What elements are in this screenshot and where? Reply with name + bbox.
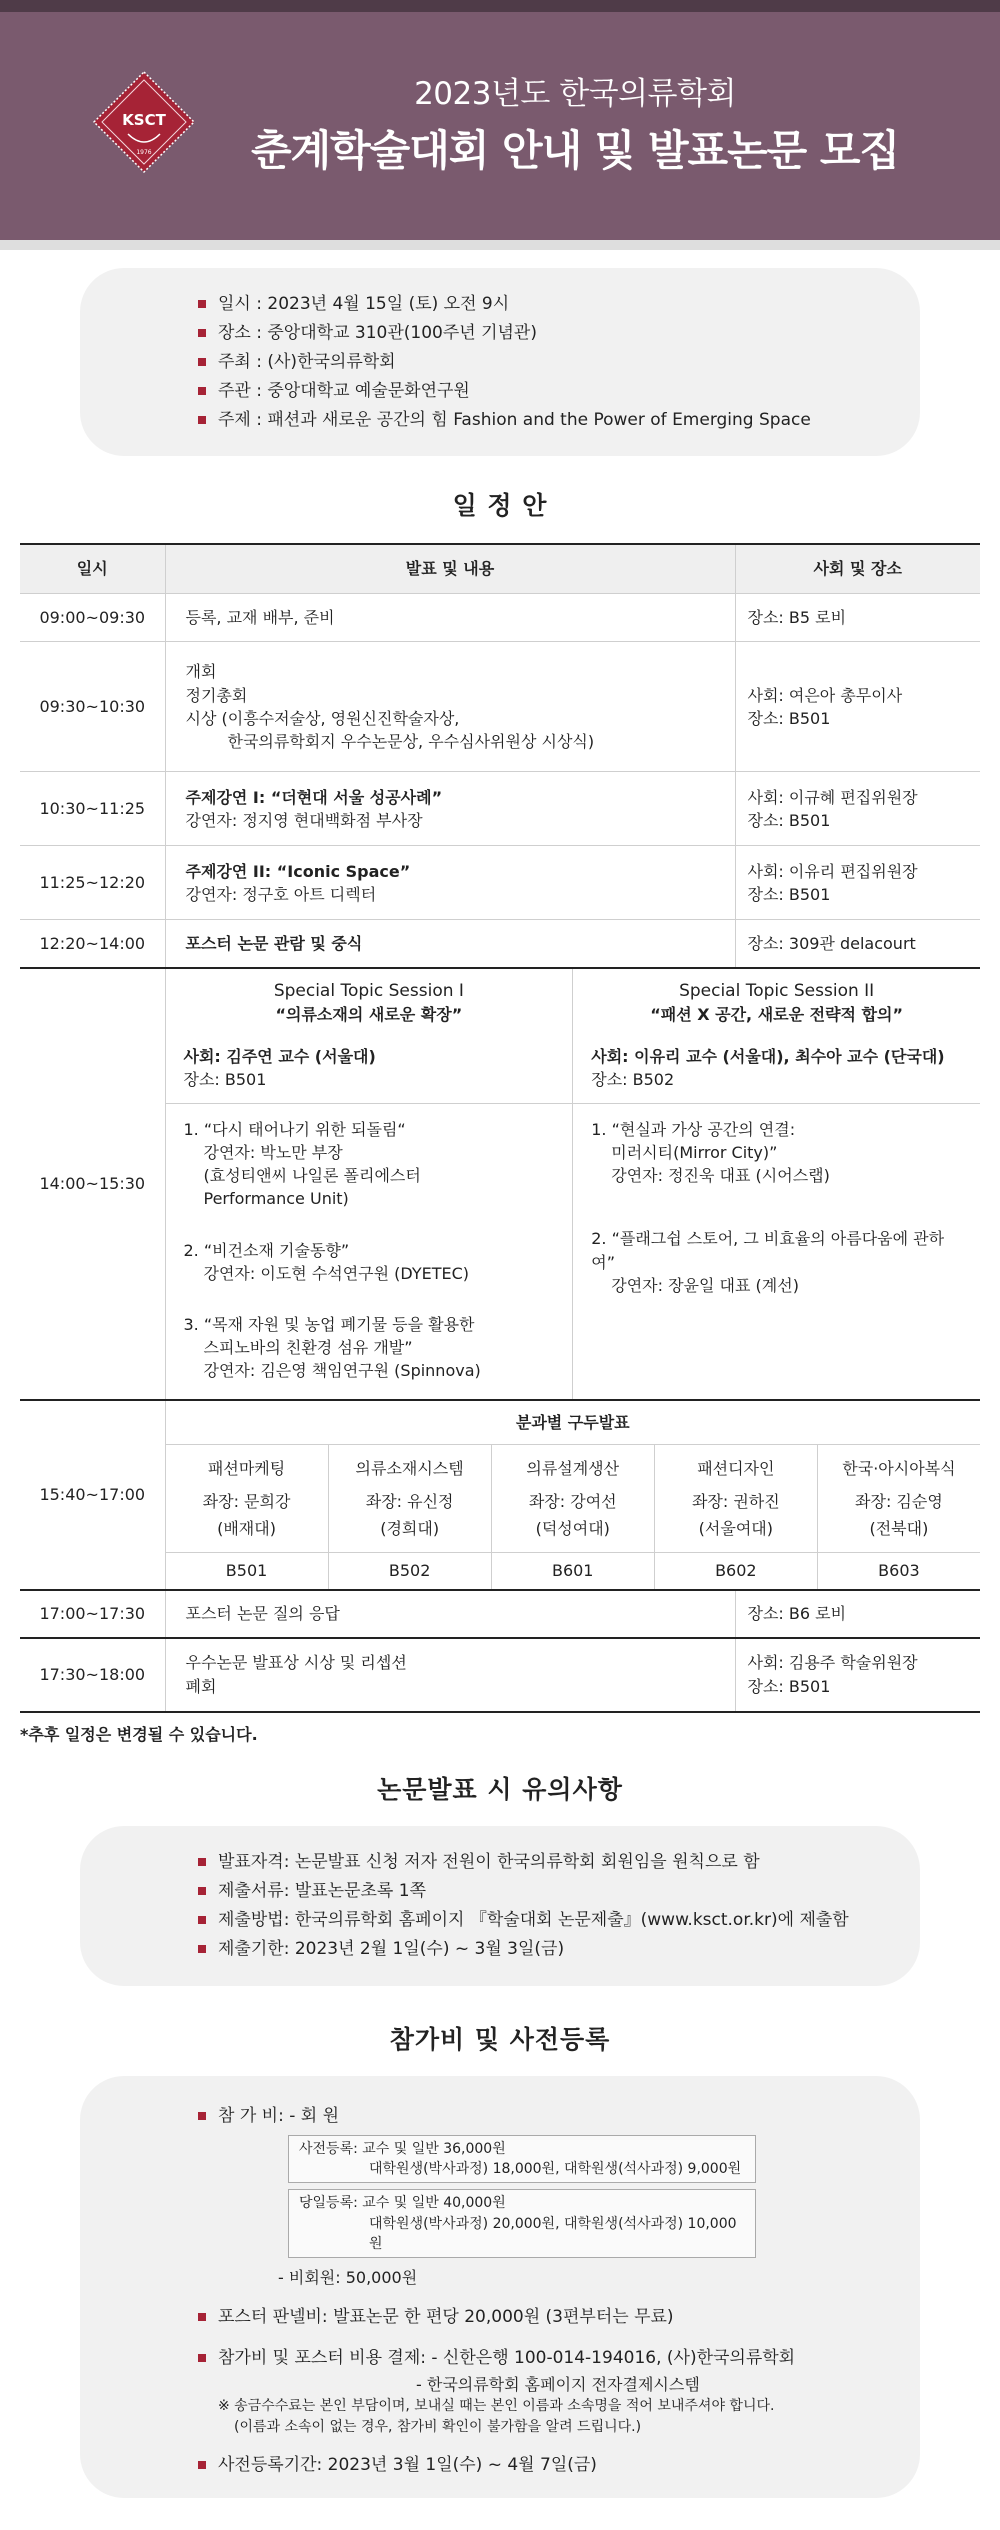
fees-list-3	[198, 2451, 920, 2480]
host-room: 장소: B501	[747, 810, 831, 830]
session-2-host: 사회: 이유리 교수 (서울대), 최수아 교수 (단국대)	[591, 1046, 945, 1066]
table-row	[20, 1638, 980, 1712]
awards-text-cont: 한국의류학회지 우수논문상, 우수심사위원상 시상식)	[227, 731, 595, 751]
oral-room: B601	[492, 1552, 654, 1588]
row-content: 등록, 교재 배부, 준비	[165, 594, 735, 642]
fee-period: 사전등록기간: 2023년 3월 1일(수) ~ 4월 7일(금)	[198, 2451, 920, 2480]
fee-onsite	[288, 2189, 756, 2258]
oral-grid	[166, 1445, 981, 1589]
row-time: 10:30~11:25	[20, 772, 165, 846]
header-title	[150, 72, 1000, 182]
page-header	[0, 12, 1000, 240]
talk-item	[591, 1227, 962, 1297]
header-host: 사회 및 장소	[735, 544, 980, 594]
fee-poster: 포스터 판넬비: 발표논문 한 편당 20,000원 (3편부터는 무료)	[198, 2303, 920, 2332]
session-1-host: 사회: 김주연 교수 (서울대)	[183, 1046, 376, 1066]
talk-item	[184, 1239, 555, 1285]
session-1-talks	[166, 1104, 573, 1399]
session-2-room: 장소: B502	[591, 1069, 675, 1089]
talk-item	[184, 1313, 555, 1383]
oral-chair: 좌장: 김순영	[855, 1491, 943, 1511]
onsite-line-1: 당일등록: 교수 및 일반 40,000원	[299, 2195, 506, 2212]
schedule-note: *추후 일정은 변경될 수 있습니다.	[20, 1724, 258, 1744]
row-time: 14:00~15:30	[20, 968, 165, 1400]
session-2-title: Special Topic Session II	[679, 980, 875, 1001]
host-name: 사회: 이유리 편집위원장	[747, 861, 918, 881]
row-host: 장소: B5 로비	[735, 594, 980, 642]
keynote-2-speaker: 강연자: 정구호 아트 디렉터	[185, 884, 377, 904]
row-host	[735, 1638, 980, 1712]
row-host	[735, 642, 980, 772]
title-line-2: 춘계학술대회 안내 및 발표논문 모집	[250, 125, 900, 175]
host-room: 장소: B501	[747, 884, 831, 904]
oral-title: 분과별 구두발표	[166, 1401, 981, 1445]
talk-speaker: 강연자: 장윤일 대표 (계선)	[611, 1275, 799, 1295]
row-content	[165, 642, 735, 772]
row-content	[165, 772, 735, 846]
sessions-cell	[165, 968, 980, 1400]
table-row	[20, 920, 980, 968]
row-content	[165, 1638, 735, 1712]
notice-deadline: 제출기한: 2023년 2월 1일(수) ~ 3월 3일(금)	[198, 1935, 920, 1964]
general-meeting-text: 정기총회	[185, 685, 248, 705]
awards-text: 시상 (이흥수저술상, 영원신진학술자상,	[185, 708, 460, 728]
keynote-1-speaker: 강연자: 정지영 현대백화점 부사장	[185, 810, 423, 830]
oral-column	[491, 1445, 654, 1589]
pre-line-1: 사전등록: 교수 및 일반 36,000원	[299, 2140, 506, 2157]
logo-year: 1976	[136, 149, 152, 156]
talk-speaker: 강연자: 이도현 수석연구원 (DYETEC)	[203, 1263, 470, 1283]
schedule-title: 일 정 안	[452, 491, 548, 521]
talk-item	[184, 1118, 555, 1211]
row-host	[735, 772, 980, 846]
oral-school: (경희대)	[380, 1519, 440, 1539]
keynote-1-title: 주제강연 I: “더현대 서울 성공사례”	[185, 787, 443, 807]
top-bar	[0, 0, 1000, 12]
talk-title-cont: 스피노바의 친환경 섬유 개발”	[203, 1338, 413, 1358]
host-name: 사회: 이규혜 편집위원장	[747, 787, 918, 807]
session-2-subtitle: “패션 X 공간, 새로운 전략적 합의”	[650, 1005, 904, 1025]
talk-title-cont: 미러시티(Mirror City)”	[611, 1143, 778, 1163]
oral-field: 의류소재시스템	[355, 1458, 464, 1478]
oral-cell	[165, 1400, 980, 1590]
row-time: 15:40~17:00	[20, 1400, 165, 1590]
talk-speaker: 강연자: 정진욱 대표 (시어스랩)	[611, 1166, 830, 1186]
oral-field: 의류설계생산	[526, 1458, 620, 1478]
header-divider	[0, 240, 1000, 250]
bottom-spacer	[0, 2498, 1000, 2522]
fees-box	[80, 2076, 920, 2498]
session-1-head	[166, 969, 573, 1104]
oral-chair: 좌장: 강여선	[528, 1491, 617, 1511]
oral-field: 패션디자인	[697, 1458, 775, 1478]
fees-list-2	[198, 2303, 920, 2373]
host-name: 사회: 김용주 학술위원장	[747, 1653, 918, 1673]
row-host: 장소: 309관 delacourt	[735, 920, 980, 968]
oral-column	[328, 1445, 491, 1589]
row-time: 09:00~09:30	[20, 594, 165, 642]
row-time: 12:20~14:00	[20, 920, 165, 968]
schedule-header-row	[20, 544, 980, 594]
session-1-room: 장소: B501	[183, 1069, 267, 1089]
oral-column	[654, 1445, 817, 1589]
notice-title: 논문발표 시 유의사항	[377, 1774, 623, 1804]
oral-chair: 좌장: 권하진	[691, 1491, 780, 1511]
talk-speaker: 강연자: 박노만 부장	[203, 1143, 343, 1163]
oral-room: B502	[329, 1552, 491, 1588]
overview-box	[80, 268, 920, 456]
oral-field: 패션마케팅	[207, 1458, 286, 1478]
table-row	[20, 772, 980, 846]
awards-reception: 우수논문 발표상 시상 및 리셉션	[185, 1653, 407, 1673]
fee-preregistration	[288, 2135, 756, 2184]
schedule-table	[20, 543, 980, 1713]
host-room: 장소: B501	[747, 708, 831, 728]
onsite-line-2: 대학원생(박사과정) 20,000원, 대학원생(석사과정) 10,000원	[369, 2215, 737, 2252]
special-sessions-row	[20, 968, 980, 1400]
oral-column	[166, 1445, 328, 1589]
row-time: 17:00~17:30	[20, 1590, 165, 1638]
overview-date: 일시 : 2023년 4월 15일 (토) 오전 9시	[198, 290, 920, 319]
talk-title: 1. “현실과 가상 공간의 연결:	[591, 1119, 796, 1139]
oral-school: (서울여대)	[698, 1519, 773, 1539]
oral-presentations-row	[20, 1400, 980, 1590]
host-name: 사회: 여은아 총무이사	[747, 685, 903, 705]
overview-organizer: 주관 : 중앙대학교 예술문화연구원	[198, 377, 920, 406]
header-content: 발표 및 내용	[165, 544, 735, 594]
oral-column	[817, 1445, 980, 1589]
fee-label: 참 가 비: - 회 원	[198, 2102, 920, 2131]
notice-documents: 제출서류: 발표논문초록 1쪽	[198, 1877, 920, 1906]
talk-speaker: 강연자: 김은영 책임연구원 (Spinnova)	[203, 1361, 481, 1381]
talk-item	[591, 1118, 962, 1188]
session-1-subtitle: “의류소재의 새로운 확장”	[275, 1005, 463, 1025]
header-time: 일시	[20, 544, 165, 594]
notice-list	[198, 1848, 920, 1964]
row-time: 11:25~12:20	[20, 846, 165, 920]
row-content: 포스터 논문 관람 및 중식	[165, 920, 735, 968]
talk-affiliation: (효성티앤씨 나일론 폴리에스터	[203, 1166, 421, 1186]
session-1	[166, 969, 573, 1399]
host-room: 장소: B501	[747, 1676, 831, 1696]
talk-title: 2. “비건소재 기술동향”	[183, 1240, 350, 1260]
oral-school: (배재대)	[217, 1519, 276, 1539]
overview-venue: 장소 : 중앙대학교 310관(100주년 기념관)	[198, 319, 920, 348]
pre-line-2: 대학원생(박사과정) 18,000원, 대학원생(석사과정) 9,000원	[369, 2160, 742, 2177]
session-2-head	[573, 969, 980, 1104]
oral-field: 한국·아시아복식	[842, 1458, 956, 1478]
row-host: 장소: B6 로비	[735, 1590, 980, 1638]
oral-room: B602	[655, 1552, 817, 1588]
talk-affiliation-cont: Performance Unit)	[203, 1189, 349, 1209]
table-row	[20, 594, 980, 642]
row-time: 17:30~18:00	[20, 1638, 165, 1712]
session-2	[572, 969, 980, 1399]
row-content: 포스터 논문 질의 응답	[165, 1590, 735, 1638]
fee-payment-2: - 한국의류학회 홈페이지 전자결제시스템	[416, 2375, 700, 2395]
keynote-2-title: 주제강연 II: “Iconic Space”	[185, 861, 411, 881]
oral-chair: 좌장: 문희강	[202, 1491, 291, 1511]
notice-method: 제출방법: 한국의류학회 홈페이지 『학술대회 논문제출』(www.ksct.or.kr)에 제출함	[198, 1906, 920, 1935]
fee-payment: 참가비 및 포스터 비용 결제: - 신한은행 100-014-194016, (사)한국의류학회	[198, 2344, 920, 2373]
oral-room: B603	[818, 1552, 980, 1588]
fee-nonmember: - 비회원: 50,000원	[278, 2268, 418, 2288]
opening-text: 개회	[185, 662, 217, 682]
table-row	[20, 642, 980, 772]
oral-school: (전북대)	[869, 1519, 929, 1539]
table-row	[20, 846, 980, 920]
overview-host: 주최 : (사)한국의류학회	[198, 348, 920, 377]
talk-title: 3. “목재 자원 및 농업 폐기물 등을 활용한	[183, 1315, 475, 1335]
row-content	[165, 846, 735, 920]
oral-school: (덕성여대)	[535, 1519, 610, 1539]
session-1-title: Special Topic Session I	[273, 980, 464, 1001]
sessions	[166, 969, 981, 1399]
notice-eligibility: 발표자격: 논문발표 신청 저자 전원이 한국의류학회 회원임을 원칙으로 함	[198, 1848, 920, 1877]
row-time: 09:30~10:30	[20, 642, 165, 772]
talk-title: 2. “플래그쉽 스토어, 그 비효율의 아름다움에 관하여”	[591, 1229, 945, 1272]
fees-list	[198, 2102, 920, 2131]
title-line-1: 2023년도 한국의류학회	[414, 76, 736, 112]
table-row	[20, 1590, 980, 1638]
oral-room: B501	[166, 1552, 328, 1588]
fee-warning-1: ※ 송금수수료는 본인 부담이며, 보내실 때는 본인 이름과 소속명을 적어 보내주셔야 합니다.	[218, 2398, 775, 2415]
logo-text: KSCT	[122, 111, 166, 129]
session-2-talks	[573, 1104, 980, 1313]
talk-title: 1. “다시 태어나기 위한 되돌림“	[183, 1119, 406, 1139]
fee-warning-2: (이름과 소속이 없는 경우, 참가비 확인이 불가함을 알려 드립니다.)	[234, 2418, 642, 2435]
overview-theme: 주제 : 패션과 새로운 공간의 힘 Fashion and the Power of Emerging Space	[198, 406, 920, 435]
oral-chair: 좌장: 유신정	[365, 1491, 454, 1511]
row-host	[735, 846, 980, 920]
fees-title: 참가비 및 사전등록	[389, 2024, 611, 2054]
closing: 폐회	[185, 1676, 217, 1696]
notice-box	[80, 1826, 920, 1986]
overview-list	[198, 290, 920, 434]
